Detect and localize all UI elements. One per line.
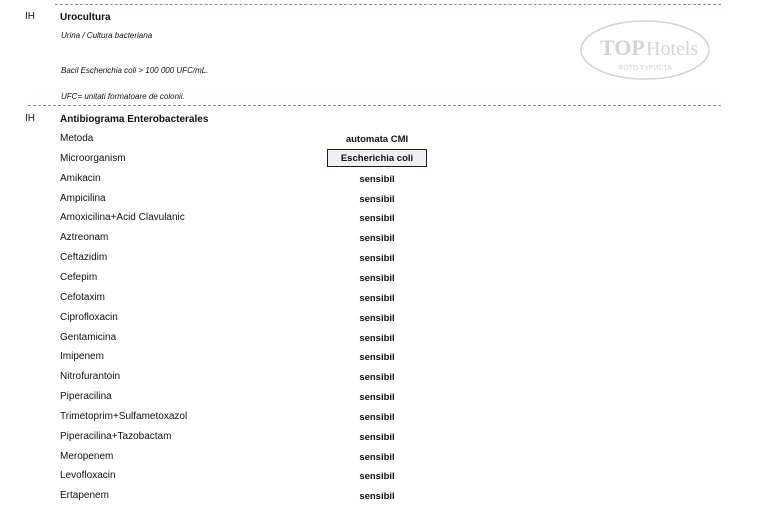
row-value: sensibil: [359, 253, 395, 264]
row-label: Piperacilina+Tazobactam: [60, 431, 172, 442]
row-label: Imipenem: [60, 351, 104, 362]
row-value: sensibil: [359, 233, 395, 244]
row-label: Ertapenem: [60, 490, 109, 501]
row-label: Cefotaxim: [60, 292, 106, 303]
row-value: sensibil: [359, 372, 395, 383]
row-value: sensibil: [359, 293, 395, 304]
watermark-text-1: TOP: [600, 35, 645, 60]
watermark-logo: [578, 18, 712, 82]
row-label: Ceftazidim: [60, 252, 108, 263]
section-code: IH: [25, 113, 35, 124]
row-label: Gentamicina: [60, 332, 117, 343]
row-label: Levofloxacin: [60, 470, 116, 481]
section-code: IH: [25, 11, 35, 22]
row-value: sensibil: [359, 194, 395, 205]
row-label: Ampicilina: [60, 193, 106, 204]
row-value: sensibil: [359, 392, 395, 403]
row-value: sensibil: [359, 313, 395, 324]
row-value: sensibil: [359, 333, 395, 344]
watermark-text-3: ФОТО ТУРИСТА: [618, 65, 673, 72]
row-label: Metoda: [60, 133, 94, 144]
row-label: Piperacilina: [60, 391, 112, 402]
section-title: Urocultura: [60, 12, 111, 23]
row-value: sensibil: [359, 491, 395, 502]
top-divider: [55, 4, 721, 5]
culture-result: Bacil Escherichia coli > 100 000 UFC/mL.: [61, 66, 209, 75]
row-label: Ciprofloxacin: [60, 312, 118, 323]
row-value: sensibil: [359, 452, 395, 463]
organism-box: Escherichia coli: [327, 149, 427, 167]
row-value: sensibil: [359, 174, 395, 185]
row-value: sensibil: [359, 432, 395, 443]
row-value: sensibil: [359, 213, 395, 224]
row-value: automata CMI: [345, 134, 409, 145]
watermark-text-2: Hotels: [646, 38, 699, 60]
row-label: Meropenem: [60, 451, 114, 462]
row-value: sensibil: [359, 471, 395, 482]
row-label: Microorganism: [60, 153, 126, 164]
section-subtitle: Urina / Cultura bacteriana: [61, 31, 153, 40]
row-value: sensibil: [359, 412, 395, 423]
row-label: Trimetoprim+Sulfametoxazol: [60, 411, 188, 422]
row-label: Aztreonam: [60, 232, 109, 243]
row-label: Cefepim: [60, 272, 98, 283]
ufc-note: UFC= unitati formatoare de colonii.: [61, 92, 185, 101]
row-label: Amoxicilina+Acid Clavulanic: [60, 212, 185, 223]
row-value: sensibil: [359, 352, 395, 363]
section-title: Antibiograma Enterobacterales: [60, 114, 209, 125]
section-divider: [28, 105, 721, 106]
row-value: sensibil: [359, 273, 395, 284]
row-label: Nitrofurantoin: [60, 371, 121, 382]
row-label: Amikacin: [60, 173, 101, 184]
